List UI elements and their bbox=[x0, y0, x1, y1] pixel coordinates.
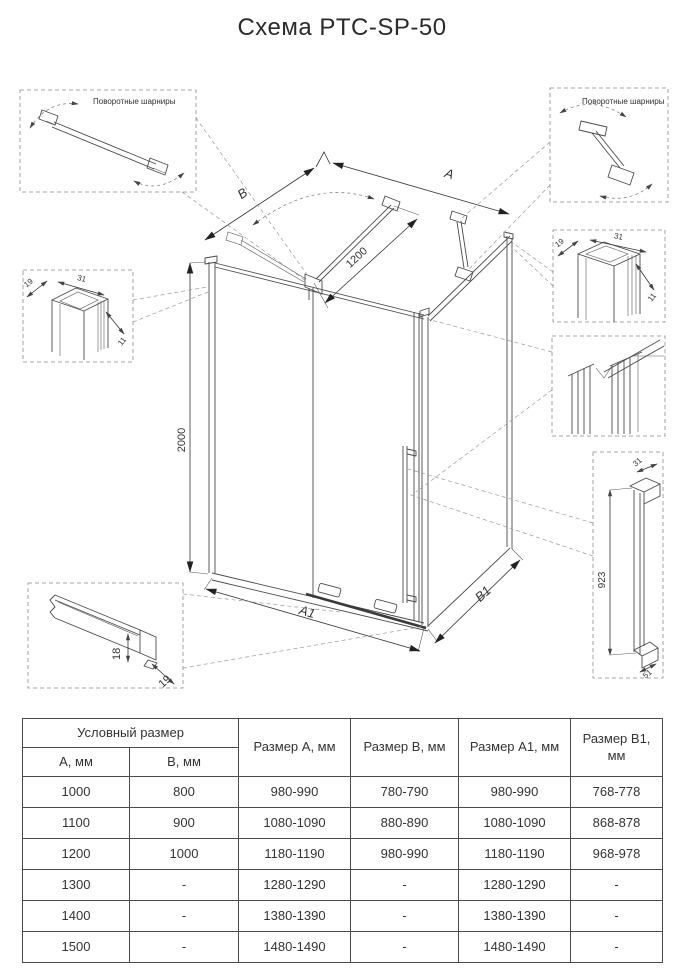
table-cell: 1480-1490 bbox=[239, 932, 351, 963]
table-cell: 1480-1490 bbox=[459, 932, 571, 963]
table-cell: 1500 bbox=[23, 932, 130, 963]
hinge-callout-left-label: Поворотные шарниры bbox=[93, 97, 176, 106]
table-cell: 1280-1290 bbox=[459, 870, 571, 901]
table-cell: 980-990 bbox=[351, 839, 459, 870]
header-col-a: А, мм bbox=[23, 748, 130, 777]
table-cell: - bbox=[130, 901, 239, 932]
dim-bar-label: 1200 bbox=[343, 245, 370, 271]
table-cell: 1080-1090 bbox=[459, 808, 571, 839]
table-cell: - bbox=[130, 870, 239, 901]
table-cell: - bbox=[351, 901, 459, 932]
table-cell: - bbox=[130, 932, 239, 963]
table-cell: 880-890 bbox=[351, 808, 459, 839]
bottom-rail-callout bbox=[28, 583, 183, 690]
table-cell: 1000 bbox=[130, 839, 239, 870]
header-conditional-size: Условный размер bbox=[23, 719, 239, 748]
table-row bbox=[23, 870, 663, 901]
table-cell: - bbox=[351, 870, 459, 901]
dim-b1-label: B1 bbox=[471, 582, 494, 605]
profile-right-width: 31 bbox=[613, 231, 624, 242]
profile-left-depth: 19 bbox=[22, 276, 35, 290]
profile-left-inner: 11 bbox=[115, 335, 129, 348]
table-cell: 1380-1390 bbox=[459, 901, 571, 932]
table-cell: 868-878 bbox=[571, 808, 663, 839]
table-cell: 1380-1390 bbox=[239, 901, 351, 932]
profile-left-width: 31 bbox=[76, 273, 88, 285]
table-cell: 1280-1290 bbox=[239, 870, 351, 901]
table-cell: 980-990 bbox=[239, 777, 351, 808]
hinge-callout-left bbox=[20, 90, 196, 192]
handle-bottom-width: 51 bbox=[641, 667, 654, 681]
table-row bbox=[23, 901, 663, 932]
table-cell: 780-790 bbox=[351, 777, 459, 808]
dim-b-label: B bbox=[234, 184, 251, 202]
table-cell: - bbox=[351, 932, 459, 963]
page-title: Схема PTC-SP-50 bbox=[237, 14, 447, 41]
dim-a1-label: A1 bbox=[297, 602, 317, 622]
header-size-b: Размер В, мм bbox=[351, 719, 459, 777]
header-col-b: В, мм bbox=[130, 748, 239, 777]
table-cell: 1300 bbox=[23, 870, 130, 901]
table-cell: - bbox=[571, 901, 663, 932]
table-cell: 1200 bbox=[23, 839, 130, 870]
table-cell: - bbox=[571, 932, 663, 963]
table-row bbox=[23, 777, 663, 808]
wall-profile-callout-right bbox=[553, 230, 665, 322]
hinge-callout-right-label: Поворотные шарниры bbox=[582, 97, 665, 106]
rail-depth: 19 bbox=[156, 673, 174, 691]
table-cell: 1080-1090 bbox=[239, 808, 351, 839]
table-cell: 1100 bbox=[23, 808, 130, 839]
table-cell: - bbox=[571, 870, 663, 901]
table-row bbox=[23, 808, 663, 839]
table-cell: 1180-1190 bbox=[239, 839, 351, 870]
size-table bbox=[22, 718, 663, 963]
callout-leader-lines bbox=[133, 118, 593, 668]
table-cell: 1180-1190 bbox=[459, 839, 571, 870]
rail-height: 18 bbox=[111, 647, 123, 660]
table-row bbox=[23, 932, 663, 963]
header-size-a1: Размер А1, мм bbox=[459, 719, 571, 777]
wall-profile-callout-left bbox=[22, 270, 133, 362]
corner-joint-callout bbox=[552, 336, 665, 436]
profile-right-inner: 11 bbox=[645, 291, 659, 304]
dim-a-label: A bbox=[443, 165, 456, 183]
profile-right-depth: 19 bbox=[553, 236, 566, 250]
handle-length: 923 bbox=[597, 571, 608, 589]
table-cell: 800 bbox=[130, 777, 239, 808]
hinge-callout-right bbox=[550, 88, 668, 202]
table-cell: 1000 bbox=[23, 777, 130, 808]
table-cell: 1400 bbox=[23, 901, 130, 932]
table-cell: 768-778 bbox=[571, 777, 663, 808]
dim-height-label: 2000 bbox=[176, 427, 188, 453]
table-row bbox=[23, 839, 663, 870]
table-cell: 900 bbox=[130, 808, 239, 839]
handle-top-width: 31 bbox=[631, 455, 644, 469]
header-size-a: Размер А, мм bbox=[239, 719, 351, 777]
handle-callout bbox=[593, 452, 663, 680]
header-size-b1: Размер В1, мм bbox=[571, 719, 663, 777]
table-cell: 968-978 bbox=[571, 839, 663, 870]
table-cell: 980-990 bbox=[459, 777, 571, 808]
